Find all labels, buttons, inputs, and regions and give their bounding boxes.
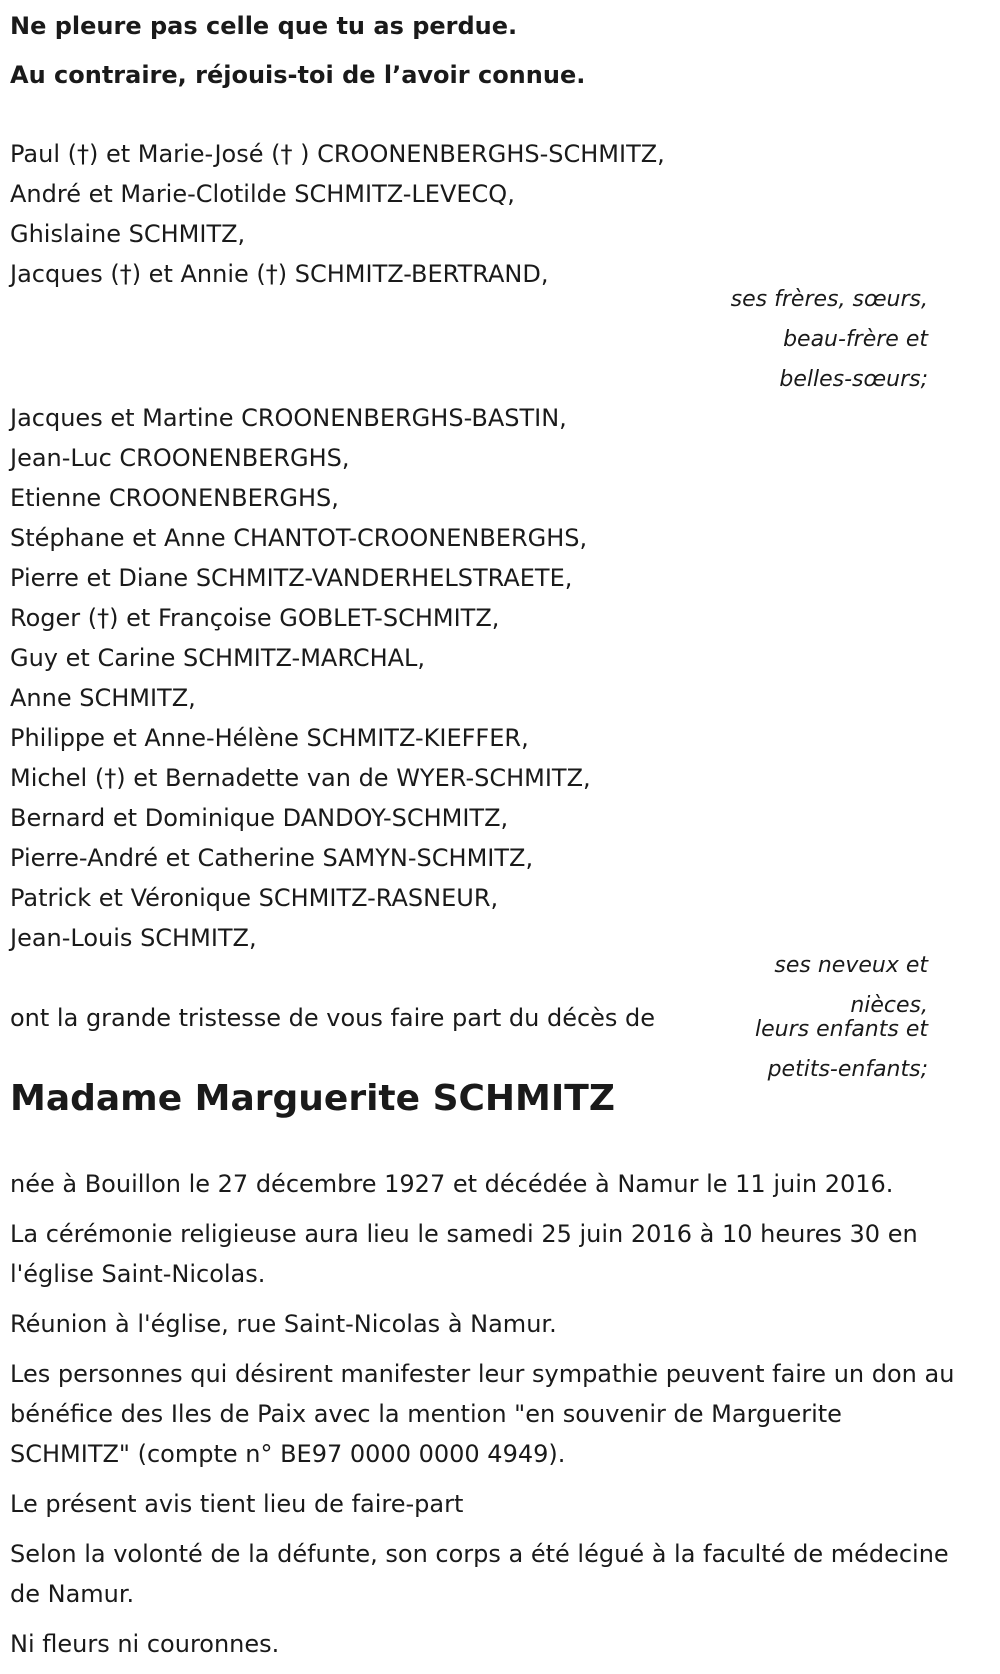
nephew-line: Jacques et Martine CROONENBERGHS-BASTIN, xyxy=(10,404,567,432)
sibling-line: André et Marie-Clotilde SCHMITZ-LEVECQ, xyxy=(10,180,515,208)
donation-info: Les personnes qui désirent manifester leur sympathie peuvent faire un don au bénéfice des Iles de Paix avec la mention "en souvenir de Marguerite SCHMITZ" (compte n° BE97 0000 0000 4949). xyxy=(10,1360,955,1468)
quote-line-2: Au contraire, réjouis-toi de l’avoir connue. xyxy=(10,61,586,89)
sibling-line: Paul (†) et Marie-José († ) CROONENBERGHS-SCHMITZ, xyxy=(10,140,665,168)
nephew-line: Stéphane et Anne CHANTOT-CROONENBERGHS, xyxy=(10,524,588,552)
meeting-info: Réunion à l'église, rue Saint-Nicolas à Namur. xyxy=(10,1310,557,1338)
deceased-name: Madame Marguerite SCHMITZ xyxy=(10,1078,615,1119)
siblings-relation-2: beau-frère et xyxy=(783,327,928,352)
nephew-line: Patrick et Véronique SCHMITZ-RASNEUR, xyxy=(10,884,499,912)
nephew-line: Guy et Carine SCHMITZ-MARCHAL, xyxy=(10,644,426,672)
nephews-relation-3: leurs enfants et xyxy=(755,1017,928,1042)
sibling-line: Jacques (†) et Annie (†) SCHMITZ-BERTRAND, xyxy=(10,260,549,288)
ceremony-info: La cérémonie religieuse aura lieu le samedi 25 juin 2016 à 10 heures 30 en l'église Saint-Nicolas. xyxy=(10,1220,918,1288)
siblings-relation-3: belles-sœurs; xyxy=(779,367,928,392)
nephews-relation-1: ses neveux et xyxy=(774,953,928,978)
body-donation-info: Selon la volonté de la défunte, son corps a été légué à la faculté de médecine de Namur. xyxy=(10,1540,949,1608)
no-flowers-info: Ni fleurs ni couronnes. xyxy=(10,1630,280,1658)
siblings-relation-1: ses frères, sœurs, xyxy=(730,287,928,312)
nephew-line: Jean-Louis SCHMITZ, xyxy=(10,924,257,952)
nephew-line: Roger (†) et Françoise GOBLET-SCHMITZ, xyxy=(10,604,500,632)
nephew-line: Bernard et Dominique DANDOY-SCHMITZ, xyxy=(10,804,509,832)
quote-line-1: Ne pleure pas celle que tu as perdue. xyxy=(10,12,518,40)
nephews-relation-4: petits-enfants; xyxy=(767,1057,928,1082)
sibling-line: Ghislaine SCHMITZ, xyxy=(10,220,246,248)
nephew-line: Jean-Luc CROONENBERGHS, xyxy=(10,444,350,472)
notice-info: Le présent avis tient lieu de faire-part xyxy=(10,1490,464,1518)
birth-death-info: née à Bouillon le 27 décembre 1927 et décédée à Namur le 11 juin 2016. xyxy=(10,1170,894,1198)
nephew-line: Anne SCHMITZ, xyxy=(10,684,196,712)
nephew-line: Etienne CROONENBERGHS, xyxy=(10,484,339,512)
nephews-relation-2: nièces, xyxy=(850,993,928,1018)
nephew-line: Michel (†) et Bernadette van de WYER-SCHMITZ, xyxy=(10,764,591,792)
nephew-line: Pierre et Diane SCHMITZ-VANDERHELSTRAETE, xyxy=(10,564,573,592)
nephew-line: Pierre-André et Catherine SAMYN-SCHMITZ, xyxy=(10,844,534,872)
nephew-line: Philippe et Anne-Hélène SCHMITZ-KIEFFER, xyxy=(10,724,529,752)
announcement-text: ont la grande tristesse de vous faire part du décès de xyxy=(10,1004,656,1032)
